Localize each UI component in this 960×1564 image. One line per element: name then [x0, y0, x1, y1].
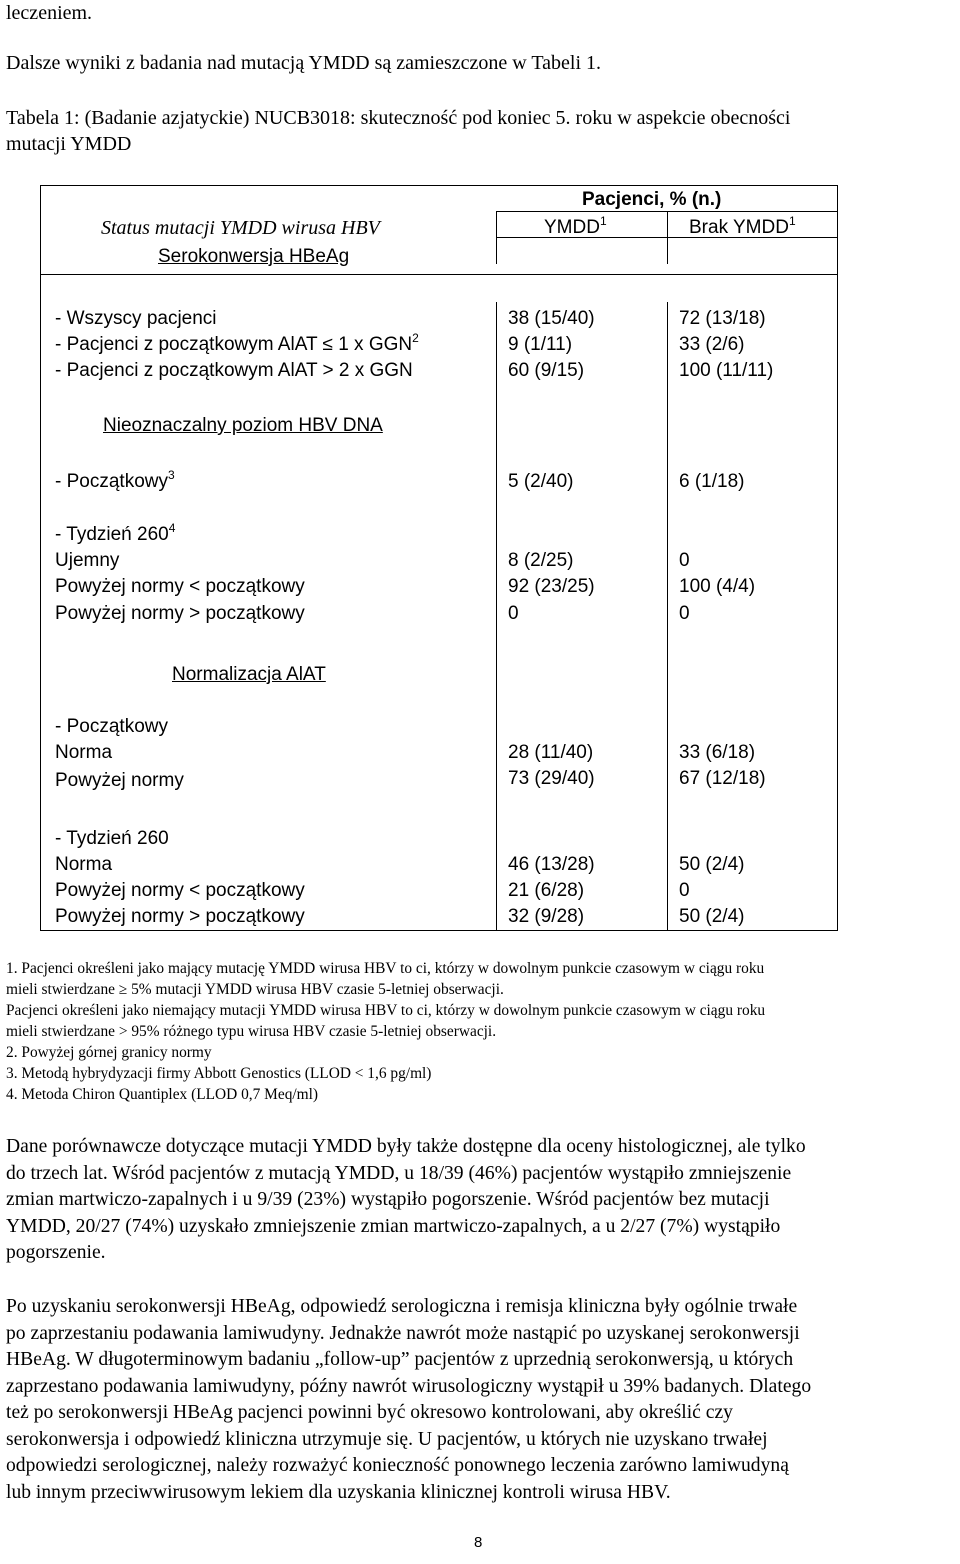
- cell-brak: 0: [679, 603, 690, 624]
- row-label: Powyżej normy > początkowy: [55, 603, 305, 624]
- header-brak-ymdd: Brak YMDD$^1$: [689, 214, 796, 238]
- intro-fragment: leczeniem.: [6, 2, 93, 24]
- paragraph-line: odpowiedzi serologicznej, należy rozważyć konieczność ponownego leczenia zarówno lamiwudyną: [6, 1455, 789, 1476]
- cell-brak: 100 (11/11): [679, 360, 774, 381]
- footnote-3: 3. Metodą hybrydyzacji firmy Abbott Genostics (LLOD < 1,6 pg/ml): [6, 1065, 432, 1082]
- header-patients-group: Pacjenci, % (n.): [582, 189, 722, 210]
- paragraph-line: zaprzestano podawania lamiwudyny, późny nawrót wirusologiczny wystąpił u 39% badanych. Dlatego: [6, 1375, 812, 1397]
- cell-brak: 0: [679, 550, 690, 571]
- paragraph-line: Po uzyskaniu serokonwersji HBeAg, odpowiedź serologiczna i remisja kliniczna były ogólnie trwałe: [6, 1296, 798, 1317]
- table-footnotes: [6, 958, 956, 1105]
- row-label: - Pacjenci z początkowym AlAT > 2 x GGN: [55, 360, 413, 381]
- row-label: Powyżej normy > początkowy: [55, 906, 305, 927]
- paragraph-histology: [6, 1134, 956, 1267]
- header-bottom-rule: [41, 274, 838, 275]
- col-divider-header-2: [667, 212, 668, 264]
- paragraph-line: pogorszenie.: [6, 1242, 106, 1263]
- row-label: - Początkowy$^3$: [55, 468, 175, 492]
- cell-ymdd: 28 (11/40): [508, 742, 594, 763]
- col-divider-body-2: [667, 302, 668, 931]
- cell-ymdd: 0: [508, 603, 519, 624]
- header-status-label: Status mutacji YMDD wirusa HBV: [101, 217, 380, 239]
- footnote-1c: Pacjenci określeni jako niemający mutacji YMDD wirusa HBV to ci, którzy w dowolnym punkcie czasowym w ciągu roku: [6, 1002, 766, 1019]
- section-hbv-dna: Nieoznaczalny poziom HBV DNA: [103, 415, 383, 436]
- cell-brak: 33 (6/18): [679, 742, 756, 763]
- row-label: Powyżej normy < początkowy: [55, 576, 305, 597]
- intro-sentence: Dalsze wyniki z badania nad mutacją YMDD są zamieszczone w Tabeli 1.: [6, 52, 602, 74]
- row-label: Powyżej normy < początkowy: [55, 880, 305, 901]
- cell-ymdd: 46 (13/28): [508, 854, 595, 875]
- cell-ymdd: 8 (2/25): [508, 550, 574, 571]
- cell-brak: 67 (12/18): [679, 768, 766, 789]
- row-label: Ujemny: [55, 550, 120, 571]
- cell-brak: 0: [679, 880, 690, 901]
- col-divider-body-1: [496, 302, 497, 931]
- footnote-4: 4. Metoda Chiron Quantiplex (LLOD 0,7 Meq/ml): [6, 1086, 319, 1103]
- paragraph-line: po zaprzestaniu podawania lamiwudyny. Jednakże nawrót może nastąpić po uzyskanej serokonwersji: [6, 1322, 800, 1344]
- row-label: Norma: [55, 854, 113, 875]
- paragraph-line: lub innym przeciwwirusowym lekiem dla uzyskania klinicznej kontroli wirusa HBV.: [6, 1481, 671, 1503]
- paragraph-line: Dane porównawcze dotyczące mutacji YMDD były także dostępne dla oceny histologicznej, ale tylko: [6, 1136, 806, 1157]
- col-divider-header-1: [496, 212, 497, 264]
- row-label: Norma: [55, 742, 113, 763]
- footnote-2: 2. Powyżej górnej granicy normy: [6, 1044, 212, 1061]
- cell-brak: 33 (2/6): [679, 334, 745, 355]
- cell-ymdd: 92 (23/25): [508, 576, 595, 597]
- paragraph-seroconversion: [6, 1294, 956, 1506]
- paragraph-line: też po serokonwersji HBeAg pacjenci powinni być okresowo kontrolowani, aby określić czy: [6, 1402, 733, 1423]
- row-label: - Wszyscy pacjenci: [55, 308, 217, 329]
- paragraph-line: do trzech lat. Wśród pacjentów z mutacją YMDD, u 18/39 (46%) pacjentów wystąpiło zmniejszenie: [6, 1162, 792, 1184]
- paragraph-line: zmian martwiczo-zapalnych i u 9/39 (23%) wystąpiło pogorszenie. Wśród pacjentów bez mutacji: [6, 1189, 770, 1210]
- ymdd-results-table: [40, 185, 838, 931]
- cell-brak: 72 (13/18): [679, 308, 766, 329]
- subgroup-label: - Tydzień $260^4$: [55, 521, 176, 545]
- row-label: Powyżej normy: [55, 770, 184, 791]
- paragraph-line: serokonwersja i odpowiedź kliniczna utrzymuje się. U pacjentów, u których nie uzyskano trwałej: [6, 1428, 768, 1450]
- cell-ymdd: 32 (9/28): [508, 906, 585, 927]
- cell-ymdd: 9 (1/11): [508, 334, 573, 355]
- footnote-1b: mieli stwierdzane ≥ 5% mutacji YMDD wirusa HBV czasie 5-letniej obserwacji.: [6, 981, 504, 998]
- cell-ymdd: 38 (15/40): [508, 308, 595, 329]
- section-alat-normalization: Normalizacja AlAT: [172, 664, 326, 685]
- footnote-1d: mieli stwierdzane > 95% różnego typu wirusa HBV czasie 5-letniej obserwacji.: [6, 1023, 497, 1040]
- cell-brak: 100 (4/4): [679, 576, 756, 597]
- row-label: - Pacjenci z początkowym AlAT ≤ 1 x GGN$^2$: [55, 331, 419, 355]
- cell-ymdd: 21 (6/28): [508, 880, 585, 901]
- section-seroconversion: Serokonwersja HBeAg: [158, 246, 350, 267]
- cell-ymdd: 73 (29/40): [508, 768, 595, 789]
- paragraph-line: YMDD, 20/27 (74%) uzyskało zmniejszenie zmian martwiczo-zapalnych, a u 2/27 (7%) wystąpiło: [6, 1215, 781, 1237]
- cell-ymdd: 60 (9/15): [508, 360, 585, 381]
- table-caption-line-1: Tabela 1: (Badanie azjatyckie) NUCB3018: skuteczność pod koniec 5. roku w aspekcie obecności: [6, 107, 791, 129]
- cell-brak: 6 (1/18): [679, 471, 745, 492]
- subgroup-label: - Początkowy: [55, 716, 168, 737]
- subgroup-label: - Tydzień 260: [55, 828, 169, 849]
- cell-brak: 50 (2/4): [679, 854, 745, 875]
- header-ymdd: YMDD$^1$: [544, 214, 607, 238]
- table-caption-line-2: mutacji YMDD: [6, 133, 132, 155]
- page-number: 8: [474, 1534, 483, 1551]
- cell-brak: 50 (2/4): [679, 906, 745, 927]
- cell-ymdd: 5 (2/40): [508, 471, 574, 492]
- paragraph-line: HBeAg. W długoterminowym badaniu „follow-up” pacjentów z uprzednią serokonwersją, u których: [6, 1349, 794, 1370]
- footnote-1a: 1. Pacjenci określeni jako mający mutację YMDD wirusa HBV to ci, którzy w dowolnym punkcie czasowym w ciągu roku: [6, 960, 765, 977]
